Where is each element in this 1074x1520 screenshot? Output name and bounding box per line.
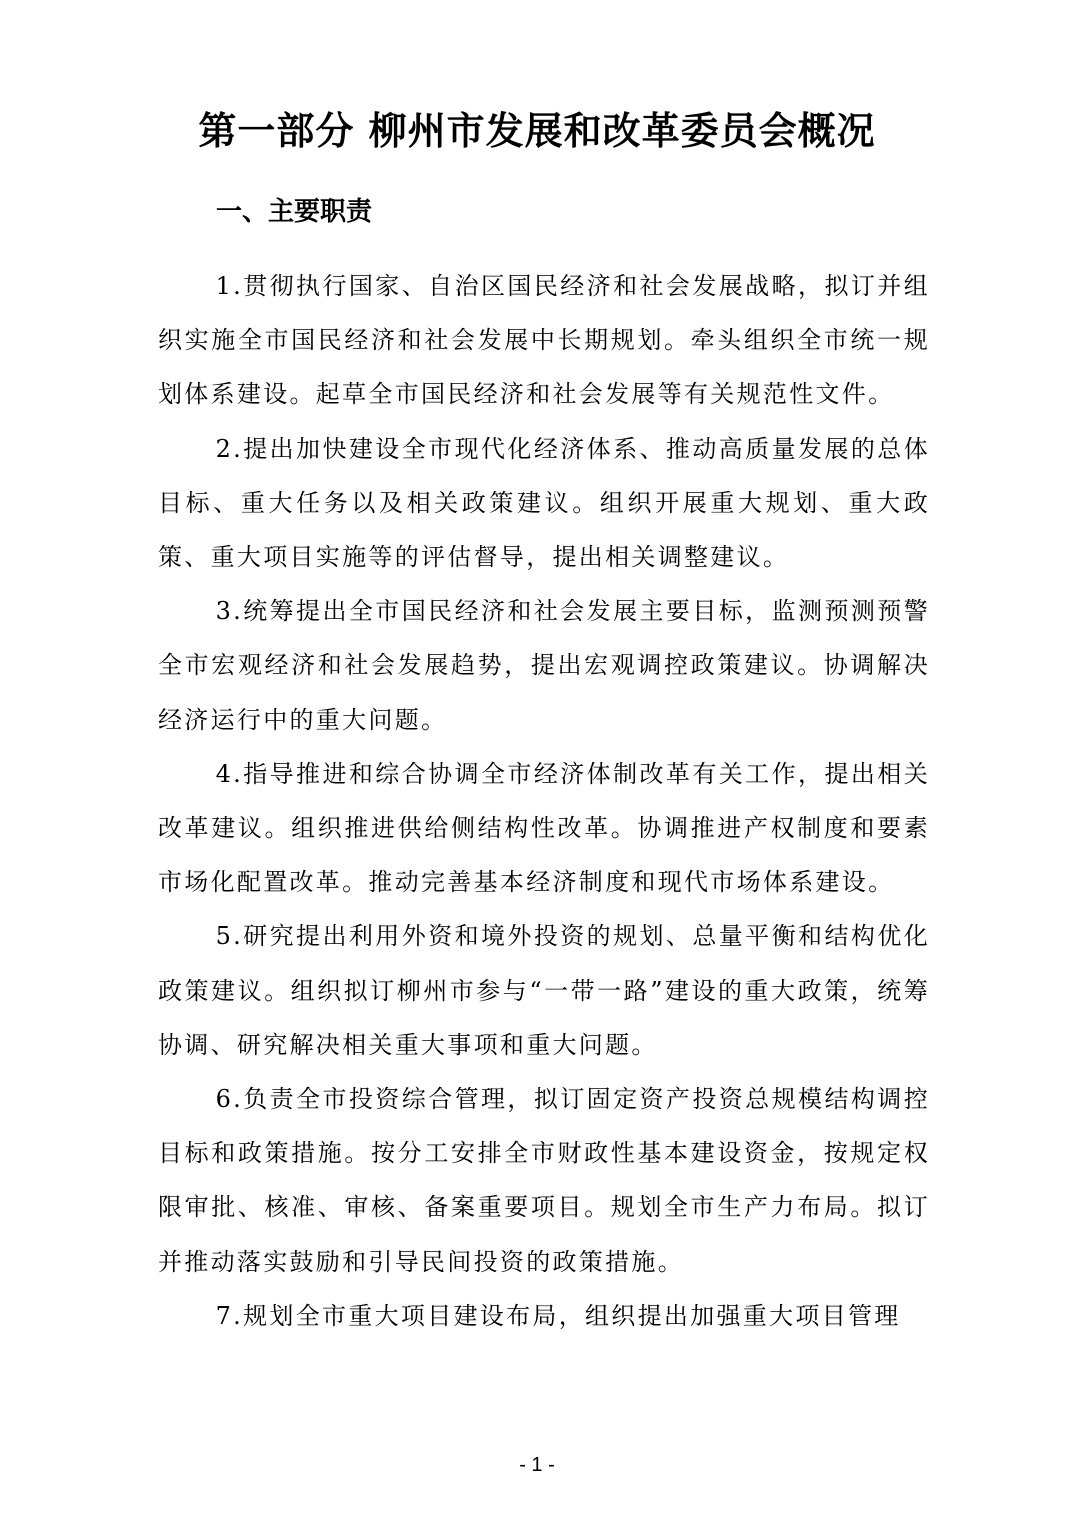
paragraph-4: 4.指导推进和综合协调全市经济体制改革有关工作，提出相关改革建议。组织推进供给侧结构性改革。协调推进产权制度和要素市场化配置改革。推动完善基本经济制度和现代市场体系建设。 — [158, 759, 930, 897]
paragraph-5: 5.研究提出利用外资和境外投资的规划、总量平衡和结构优化政策建议。组织拟订柳州市参与“一带一路”建设的重大政策，统筹协调、研究解决相关重大事项和重大问题。 — [158, 922, 930, 1059]
section-heading: 一、主要职责 — [216, 197, 373, 227]
paragraph-7: 7.规划全市重大项目建设布局，组织提出加强重大项目管理 — [215, 1301, 901, 1330]
page-number: - 1 - — [519, 1454, 555, 1476]
paragraph-1: 1.贯彻执行国家、自治区国民经济和社会发展战略，拟订并组织实施全市国民经济和社会发展中长期规划。牵头组织全市统一规划体系建设。起草全市国民经济和社会发展等有关规范性文件。 — [158, 272, 930, 409]
document-body — [158, 259, 930, 1343]
paragraph-2: 2.提出加快建设全市现代化经济体系、推动高质量发展的总体目标、重大任务以及相关政策建议。组织开展重大规划、重大政策、重大项目实施等的评估督导，提出相关调整建议。 — [158, 434, 930, 572]
paragraph-6: 6.负责全市投资综合管理，拟订固定资产投资总规模结构调控目标和政策措施。按分工安排全市财政性基本建设资金，按规定权限审批、核准、审核、备案重要项目。规划全市生产力布局。拟订并推动落实鼓励和引导民间投资的政策措施。 — [158, 1085, 930, 1276]
page-title: 第一部分 柳州市发展和改革委员会概况 — [198, 109, 876, 153]
paragraph-3: 3.统筹提出全市国民经济和社会发展主要目标，监测预测预警全市宏观经济和社会发展趋势，提出宏观调控政策建议。协调解决经济运行中的重大问题。 — [158, 597, 930, 734]
